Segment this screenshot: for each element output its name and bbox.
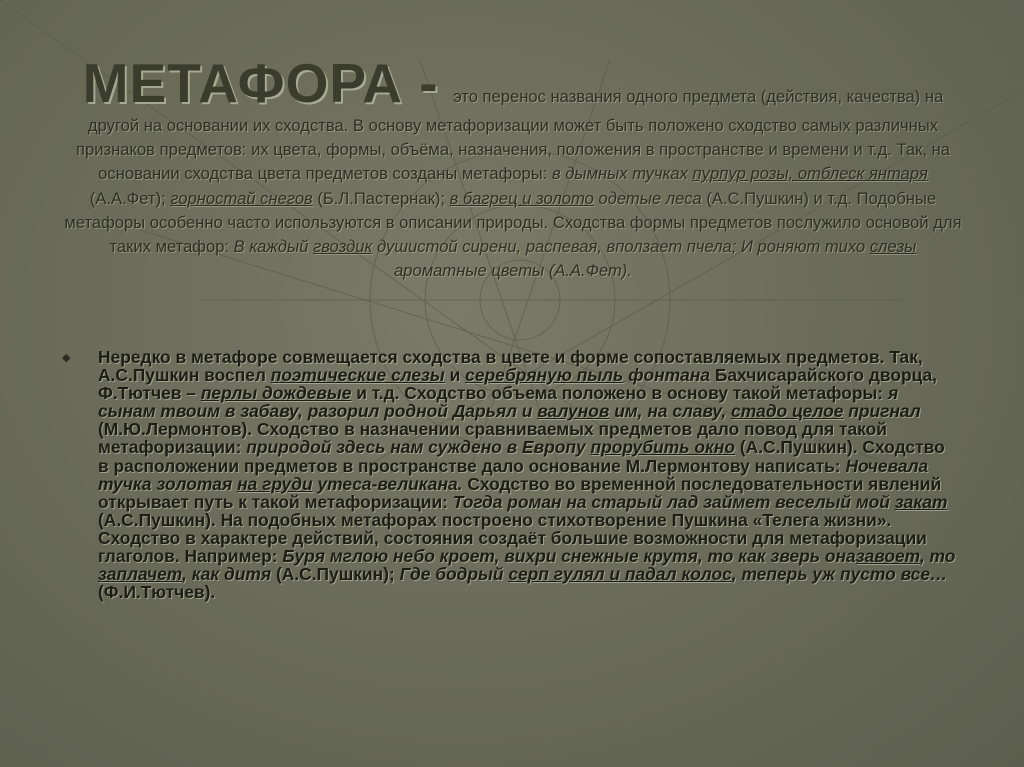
title-paragraph: МЕТАФОРА - это перенос названия одного предмета (действия, качества) на другой на основании их сходства. В основу метафоризации может быть положено сходство самых различных признаков предметов: их цвета, формы, объёма, назначения, положения в пространстве и времени и т.д. Так, на основании сходства цвета предметов созданы метафоры: в дымных тучках пурпур розы, отблеск янтаря (А.А.Фет); горностай снегов (Б.Л.Пастернак); в багрец и золото одетые леса (А.С.Пушкин) и т.д. Подобные метафоры особенно часто используются в описании природы. Сходства формы предметов послужило основой для таких метафор: В каждый гвоздик душистой сирени, распевая, вползает пчела; И роняют тихо слезы ароматные цветы (А.А.Фет). [64, 52, 962, 281]
slide-title: МЕТАФОРА - [82, 52, 439, 114]
bullet-icon: ◆ [62, 352, 71, 364]
definition-text: это перенос названия одного предмета (действия, качества) на другой на основании их сходства. В основу метафоризации может быть положено сходство самых различных признаков предметов: их цвета, формы, объёма, назначения, положения в пространстве и времени и т.д. Так, на основании сходства цвета предметов созданы метафоры: [76, 87, 950, 184]
bullet-paragraph: Нередко в метафоре совмещается сходства в цвете и форме сопоставляемых предметов. Так, А.С.Пушкин воспел поэтические слезы и серебряную пыль фонтана Бахчисарайского дворца, Ф.Тютчев – перлы дождевые и т.д. Сходство объема положено в основу такой метафоры: я сынам твоим в забаву, разорил родной Дарьял и валунов им, на славу, стадо целое пригнал (М.Ю.Лермонтов). Сходство в назначении сравниваемых предметов дало повод для такой метафоризации: природой здесь нам суждено в Европу прорубить окно (А.С.Пушкин). Сходство в расположении предметов в пространстве дало основание М.Лермонтову написать: Ночевала тучка золотая на груди утеса-великана. Сходство во временной последовательности явлений открывает путь к такой метафоризации: Тогда роман на старый лад займет веселый мой закат (А.С.Пушкин). На подобных метафорах построено стихотворение Пушкина «Телега жизни». Сходство в характере действий, состояния создаёт большие возможности для метафоризации глаголов. Например: Буря мглою небо кроет, вихри снежные крутя, то как зверь оназавоет, то заплачет, как дитя (А.С.Пушкин); Где бодрый серп гулял и падал колос, теперь уж пусто все… (Ф.И.Тютчев). [98, 347, 956, 603]
